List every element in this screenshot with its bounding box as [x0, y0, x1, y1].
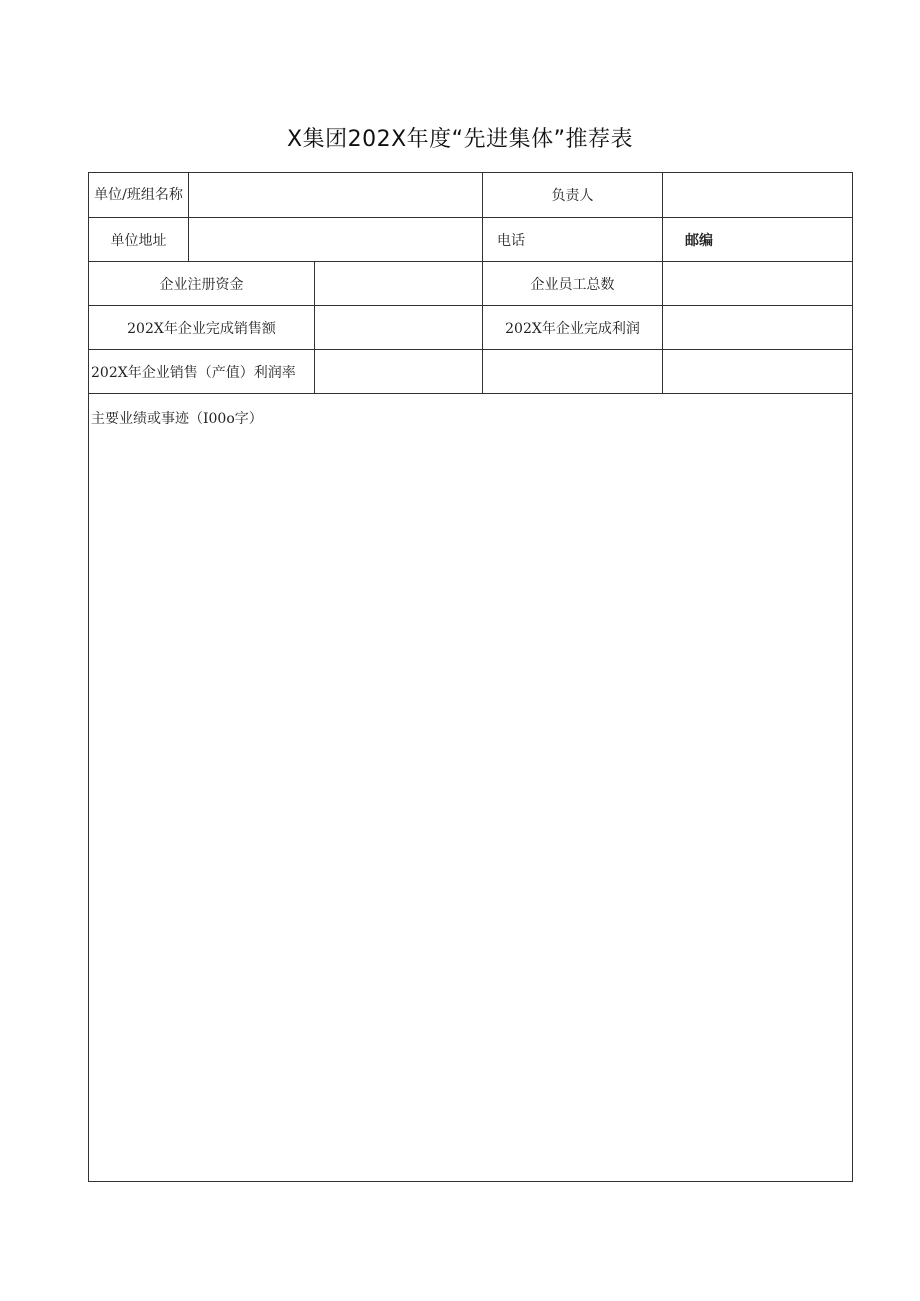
registered-capital-field[interactable] — [315, 262, 483, 306]
profit-field[interactable] — [663, 306, 852, 350]
address-label-text: 单位地址 — [110, 232, 167, 249]
leader-label — [483, 173, 663, 218]
phone-field[interactable] — [483, 218, 663, 262]
achievements-field[interactable] — [89, 394, 852, 1181]
unit-name-label-text: 单位/班组名称 — [94, 187, 183, 203]
address-field[interactable] — [189, 218, 483, 262]
sales-label — [89, 306, 315, 350]
recommendation-form — [88, 172, 853, 1182]
registered-capital-label-text: 企业注册资金 — [159, 276, 244, 293]
profit-rate-field[interactable] — [315, 350, 483, 394]
registered-capital-label — [89, 262, 315, 306]
sales-field[interactable] — [315, 306, 483, 350]
profit-label-text: 202X年企业完成利润 — [505, 320, 640, 337]
empty-cell-b[interactable] — [663, 350, 852, 394]
leader-label-text: 负责人 — [551, 188, 594, 204]
unit-name-label — [89, 173, 189, 218]
profit-rate-label — [89, 350, 315, 394]
employee-count-field[interactable] — [663, 262, 852, 306]
employee-count-label — [483, 262, 663, 306]
profit-label — [483, 306, 663, 350]
achievements-label: 主要业绩或事迹（I00o字） — [91, 411, 263, 427]
sales-label-text: 202X年企业完成销售额 — [127, 320, 276, 337]
document-title: X集团202X年度“先进集体”推荐表 — [287, 127, 633, 152]
empty-cell-a[interactable] — [483, 350, 663, 394]
postcode-label: 邮编 — [685, 232, 713, 249]
unit-name-field[interactable] — [189, 173, 483, 218]
phone-label: 电话 — [497, 232, 525, 249]
employee-count-label-text: 企业员工总数 — [530, 276, 615, 293]
address-label — [89, 218, 189, 262]
profit-rate-label-text: 202X年企业销售（产值）利润率 — [91, 364, 296, 381]
leader-field[interactable] — [663, 173, 852, 218]
postcode-field[interactable] — [663, 218, 852, 262]
